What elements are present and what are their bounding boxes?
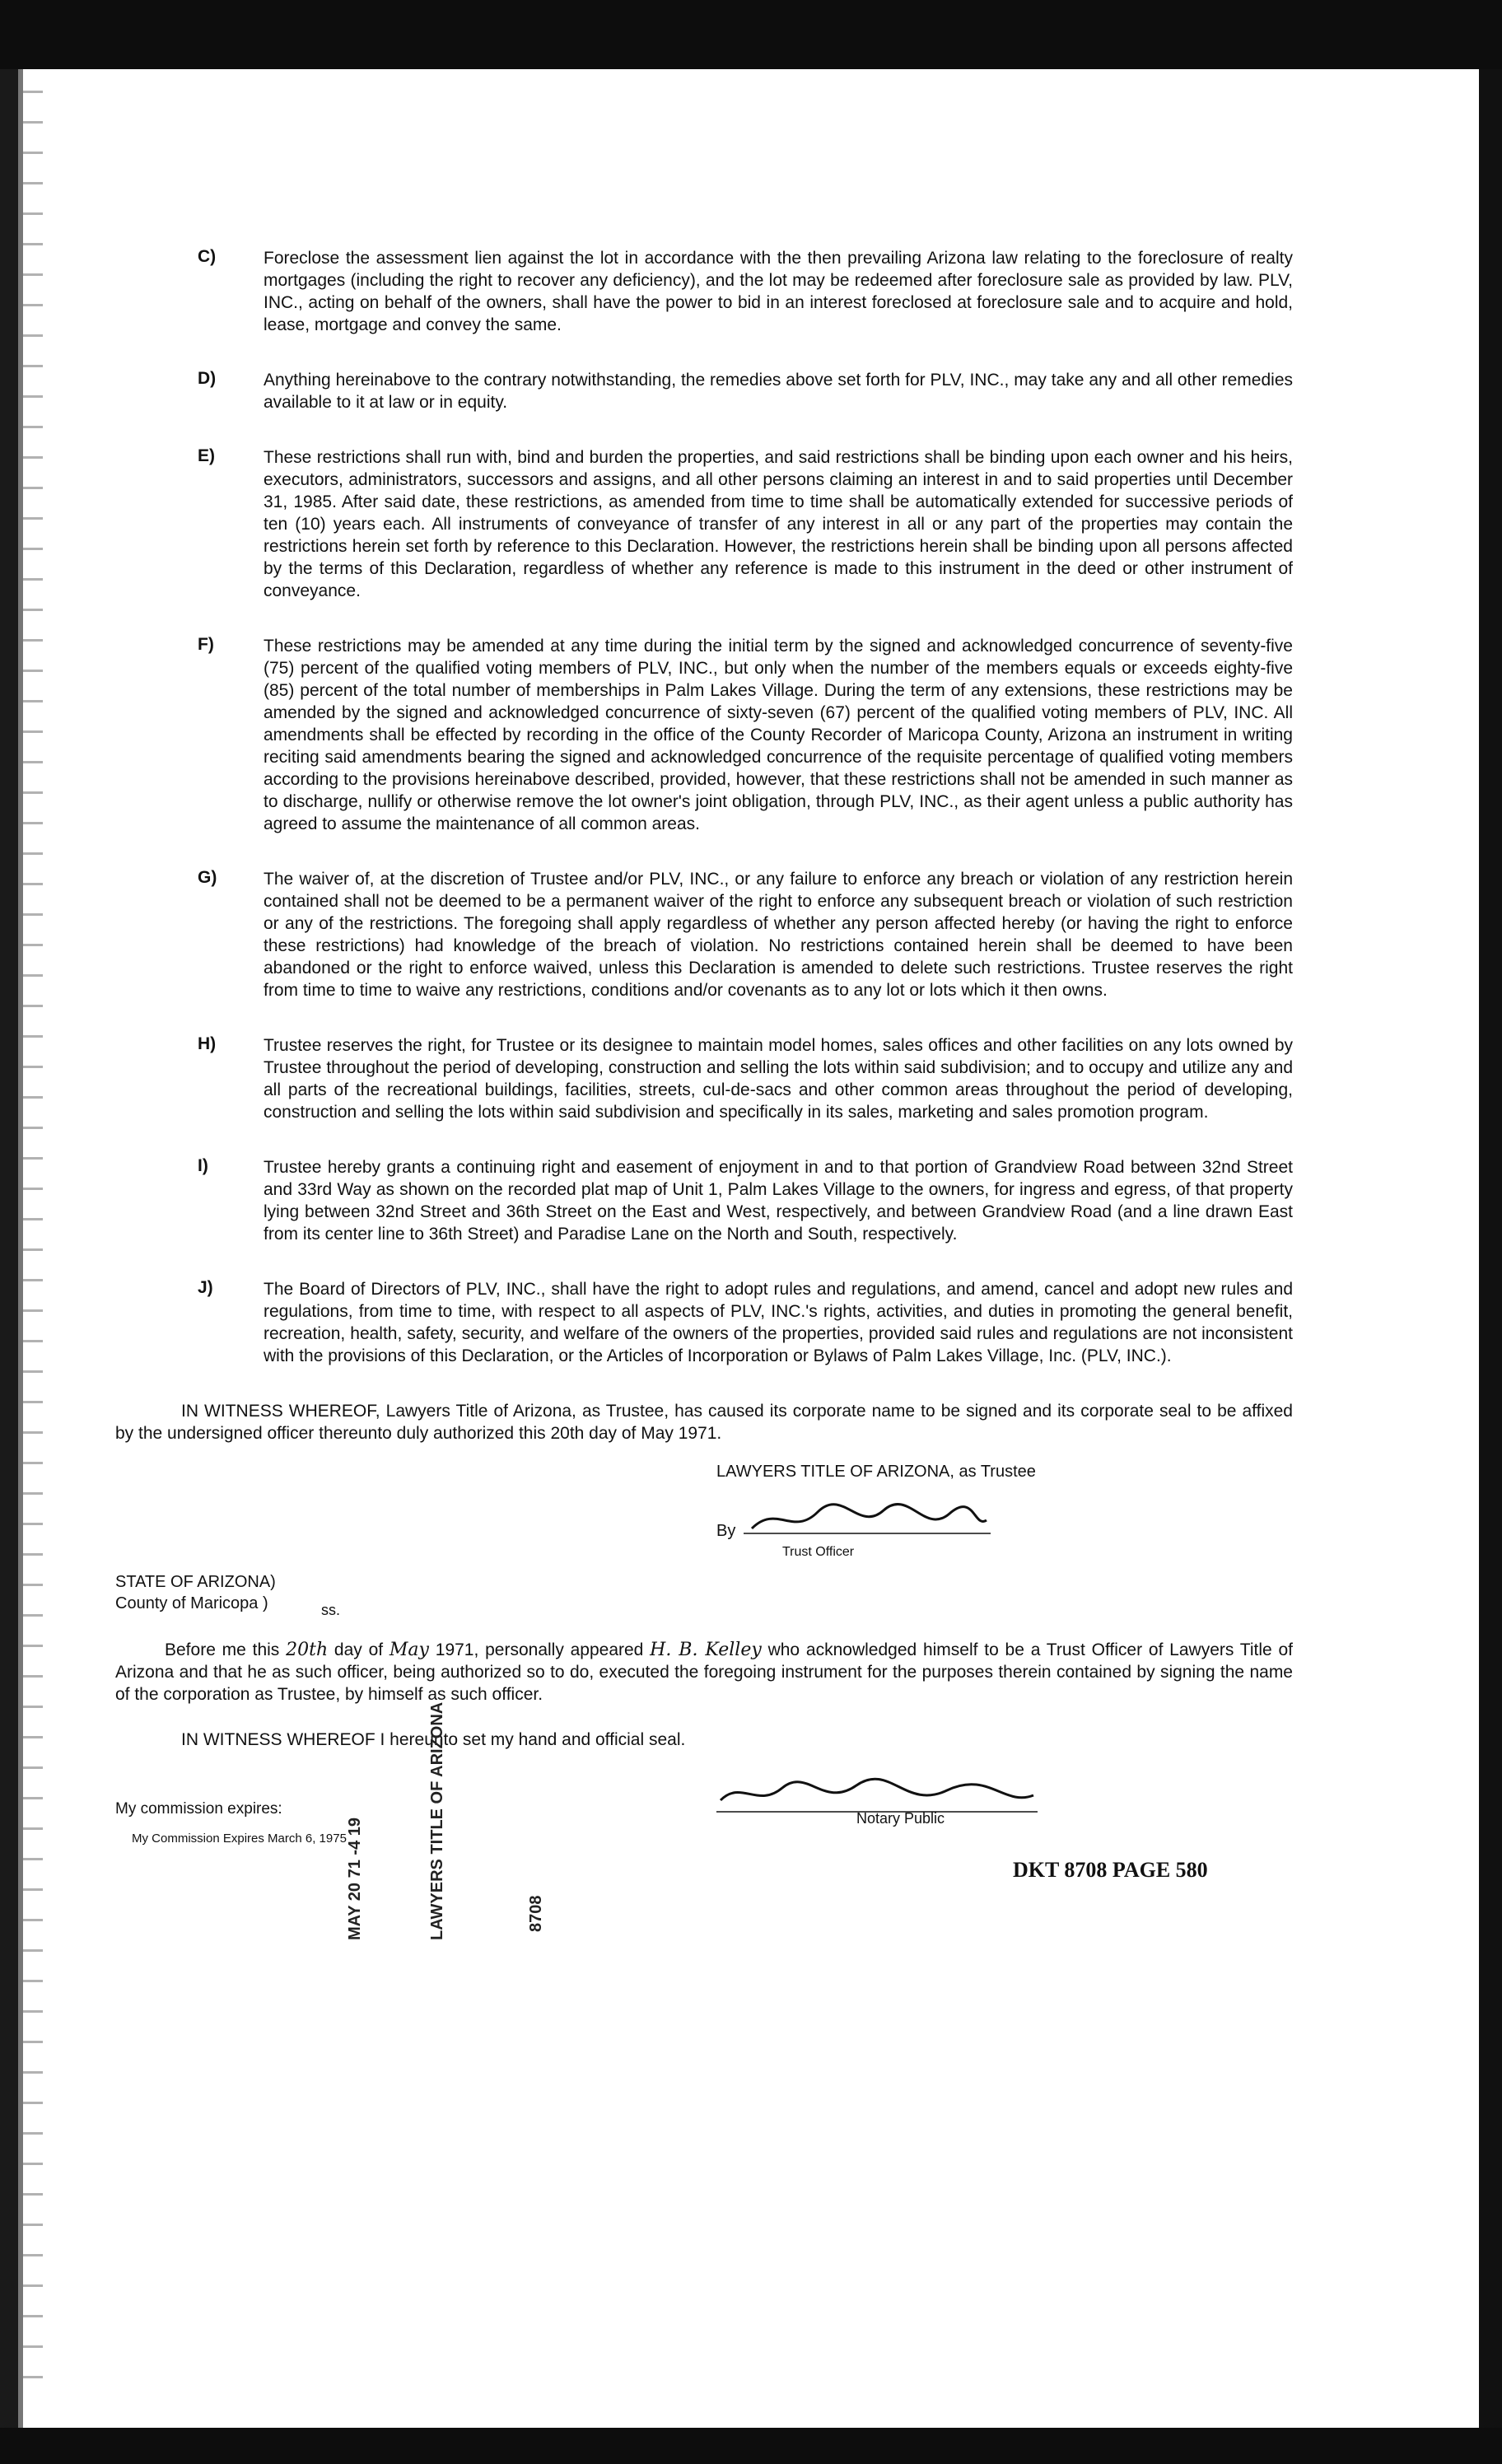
county-line: County of Maricopa ): [115, 1594, 268, 1612]
clause-text: Trustee reserves the right, for Trustee or its designee to maintain model homes, sales offices and other facilities on any lots owned by Trustee throughout the period of developing, construction and selling the lots within said subdivision; and to occupy and utilize any and all parts of the recreational buildings, facilities, streets, cul-de-sacs and other common areas throughout the period of developing, construction and selling the lots within said subdivision and specifically in its sales, marketing and sales promotion program.: [264, 1036, 1293, 1122]
clause-g: [115, 868, 1293, 1001]
clause-text: Foreclose the assessment lien against the lot in accordance with the then prevailing Arizona law relating to the foreclosure of realty mortgages (including the right to recover any deficiency), and the lot may be redeemed after foreclosure sale as provided by law. PLV, INC., acting on behalf of the owners, shall have the power to bid in an interest foreclosed at foreclosure sale and to acquire and hold, lease, mortgage and convey the same.: [264, 249, 1293, 334]
clause-h: [115, 1034, 1293, 1123]
notary-appeared-name: H. B. Kelley: [650, 1640, 762, 1660]
clause-j: [115, 1278, 1293, 1367]
notary-public-title: Notary Public: [856, 1810, 945, 1827]
clause-e: [115, 446, 1293, 602]
clause-id: D): [198, 369, 217, 388]
clause-f: [115, 635, 1293, 835]
notary-before: Before me this: [165, 1640, 280, 1659]
clause-id: J): [198, 1278, 213, 1297]
clause-text: The waiver of, at the discretion of Trustee and/or PLV, INC., or any failure to enforce any breach or violation of any restriction herein contained shall not be deemed to be a permanent waiver of the right to enforce any subsequent breach or violation of such restriction or any of the restrictions. The foregoing shall apply regardless of whether any person affected hereby (or having the right to enforce these restrictions) had knowledge of the breach of violation. No restrictions contained herein shall be deemed to have been abandoned or the right to enforce waived, unless this Declaration is amended to delete such restrictions. Trustee reserves the right from time to time to waive any restrictions, conditions and/or covenants as to any lot or lots which it then owns.: [264, 870, 1293, 1000]
scan-border-bottom: [0, 2428, 1502, 2464]
clause-id: F): [198, 635, 214, 654]
clause-id: G): [198, 868, 217, 887]
clause-text: These restrictions may be amended at any time during the initial term by the signed and acknowledged concurrence of seventy-five (75) percent of the qualified voting members of PLV, INC., but only when the number of the members equals or exceeds eighty-five (85) percent of the total number of memberships in Palm Lakes Village. During the term of any extensions, these restrictions may be amended by the signed and acknowledged concurrence of sixty-seven (67) percent of the qualified voting members of PLV, INC. All amendments shall be effected by recording in the office of the County Recorder of Maricopa County, Arizona an instrument in writing reciting said amendments bearing the signed and acknowledged concurrence of the requisite percentage of qualified voting members according to the provisions hereinabove described, provided, however, that these restrictions shall not be amended in such manner as to discharge, nullify or otherwise remove the lot owner's joint obligation, through PLV, INC., as their agent unless a public authority has agreed to assume the maintenance of all common areas.: [264, 637, 1293, 833]
docket-page-number: DKT 8708 PAGE 580: [1013, 1858, 1208, 1882]
notary-acknowledgment: [115, 1639, 1293, 1706]
clause-text: Anything hereinabove to the contrary notwithstanding, the remedies above set forth for PLV, INC., may take any and all other remedies available to it at law or in equity.: [264, 371, 1293, 412]
clause-id: H): [198, 1034, 217, 1053]
scan-border-top: [0, 0, 1502, 69]
recording-stamp-date: MAY 20 71 -4 19: [346, 1818, 364, 1940]
recording-stamp-company: LAWYERS TITLE OF ARIZONA: [428, 1701, 446, 1940]
clause-text: These restrictions shall run with, bind and burden the properties, and said restrictions shall be binding upon each owner and his heirs, executors, administrators, successors and assigns, and all other persons claiming an interest in and to said properties until December 31, 1985. After said date, these restrictions, as amended from time to time shall be automatically extended for successive periods of ten (10) years each. All instruments of conveyance of transfer of any interest in all or any part of the properties may contain the restrictions herein set forth by reference to this Declaration. However, the restrictions herein shall be binding upon all persons affected by the terms of this Declaration, regardless of whether any reference is made to this instrument in the deed or other instrument of conveyance.: [264, 448, 1293, 600]
clause-id: I): [198, 1156, 208, 1175]
by-label: By: [716, 1522, 736, 1540]
trustee-name: LAWYERS TITLE OF ARIZONA, as Trustee: [716, 1463, 1036, 1481]
scan-margin-marks: [23, 91, 43, 2396]
scan-border-right: [1479, 69, 1502, 2428]
clause-text: The Board of Directors of PLV, INC., shall have the right to adopt rules and regulations, and amend, cancel and adopt new rules and regulations, from time to time, with respect to all aspects of PLV, INC.'s rights, activities, and duties in promoting the general benefit, recreation, health, safety, security, and welfare of the owners of the properties, provided said rules and regulations are not inconsistent with the provisions of this Declaration, or the Articles of Incorporation or Bylaws of Palm Lakes Village, Inc. (PLV, INC.).: [264, 1280, 1293, 1365]
commission-stamp: My Commission Expires March 6, 1975: [132, 1832, 347, 1846]
clause-text: Trustee hereby grants a continuing right and easement of enjoyment in and to that portion of Grandview Road between 32nd Street and 33rd Way as shown on the recorded plat map of Unit 1, Palm Lakes Village to the owners, for ingress and egress, of that property lying between 32nd Street and 36th Street on the East and West, respectively, and between Grandview Road (and a line drawn East from its center line to 36th Street) and Paradise Lane on the North and South, respectively.: [264, 1158, 1293, 1244]
notary-witness: IN WITNESS WHEREOF I hereunto set my hand and official seal.: [181, 1730, 686, 1749]
clause-c: [115, 247, 1293, 336]
state-line: STATE OF ARIZONA): [115, 1573, 276, 1591]
scan-border-top-line: [0, 69, 1502, 81]
clause-i: [115, 1156, 1293, 1245]
clause-d: [115, 369, 1293, 413]
notary-day: 20th: [286, 1640, 329, 1660]
trust-officer-caption: Trust Officer: [782, 1545, 855, 1559]
document-page: [115, 247, 1293, 1957]
clause-id: E): [198, 446, 215, 465]
notary-who: who: [767, 1640, 800, 1659]
trust-officer-signature: [744, 1496, 991, 1542]
recording-stamp-number: 8708: [527, 1895, 545, 1932]
notary-year: 1971, personally appeared: [435, 1640, 644, 1659]
trustee-signature-block: [716, 1461, 1293, 1563]
notary-month: May: [389, 1640, 429, 1660]
state-county-block: [115, 1571, 1293, 1618]
commission-expires: My commission expires:: [115, 1800, 282, 1818]
ss-mark: ss.: [321, 1602, 341, 1618]
scan-border-left: [0, 69, 18, 2428]
witness-paragraph: IN WITNESS WHEREOF, Lawyers Title of Arizona, as Trustee, has caused its corporate name to be signed and its corporate seal to be affixed by the undersigned officer thereunto duly authorized this 20th day of May 1971.: [115, 1402, 1293, 1443]
signature-row: [716, 1496, 1293, 1542]
notary-rest: acknowledged himself to be a Trust Officer of Lawyers Title of Arizona and that he as such officer, being authorized so to do, executed the foregoing instrument for the purposes therein contained by signing the name of the corporation as Trustee, by himself as such officer.: [115, 1640, 1293, 1704]
clause-id: C): [198, 247, 217, 266]
notary-dayof: day of: [334, 1640, 384, 1659]
